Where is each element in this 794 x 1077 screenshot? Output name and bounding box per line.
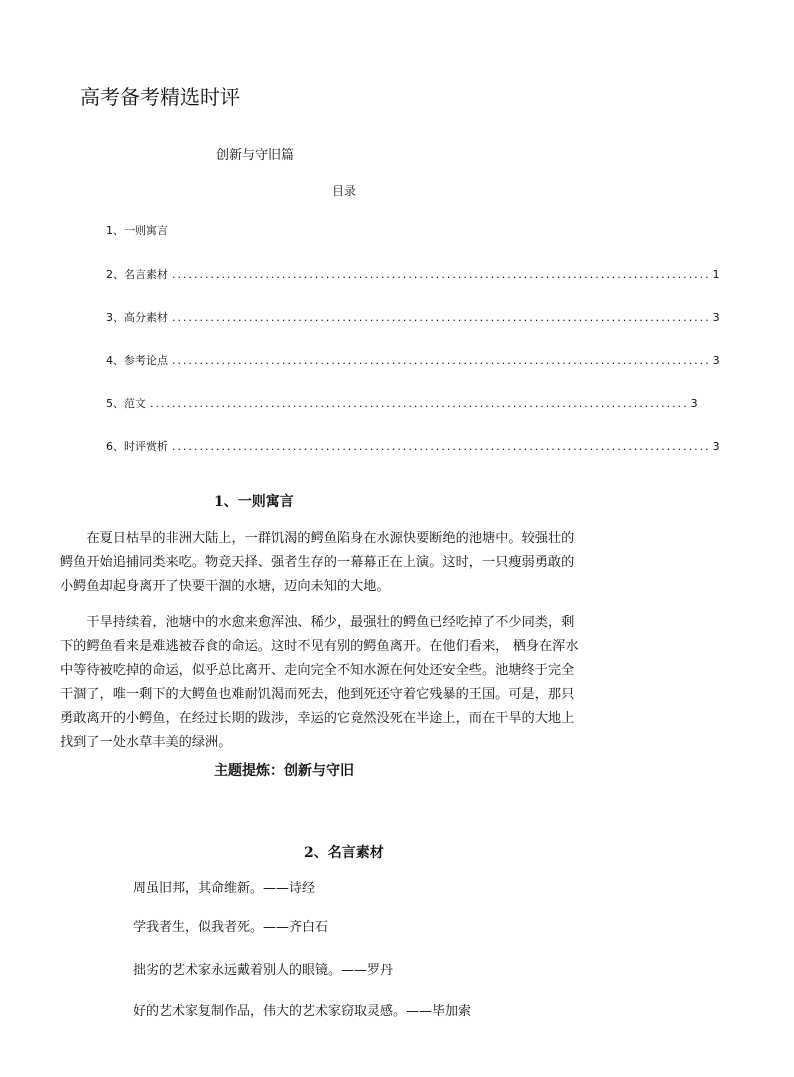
- quote-item: 学我者生，似我者死。——齐白石: [133, 920, 329, 935]
- toc-heading: 目录: [332, 184, 357, 198]
- toc-item: [106, 223, 566, 239]
- toc-item-label: 1、一则寓言: [106, 224, 168, 237]
- quote-item: 拙劣的艺术家永远戴着别人的眼镜。——罗丹: [133, 963, 394, 978]
- quote-item: 好的艺术家复制作品，伟大的艺术家窃取灵感。——毕加索: [133, 1004, 472, 1019]
- toc-item-page: 3: [712, 440, 720, 453]
- toc-leader-dots: ..................................................................................................: [172, 311, 711, 324]
- document-subtitle: 创新与守旧篇: [216, 148, 295, 163]
- toc-item-label: 6、时评赏析: [106, 440, 168, 453]
- section-heading-quotes: 2、名言素材: [304, 845, 384, 861]
- toc-item-page: 3: [712, 311, 720, 324]
- section-heading-fable: 1、一则寓言: [214, 494, 294, 510]
- toc-item: [106, 439, 720, 455]
- toc-item-label: 3、高分素材: [106, 311, 168, 324]
- toc-item-label: 5、范文: [106, 397, 146, 410]
- toc-item-page: 3: [690, 397, 698, 410]
- toc-leader-dots: ..................................................................................................: [172, 354, 711, 367]
- toc-item-label: 4、参考论点: [106, 354, 168, 367]
- theme-statement: 主题提炼：创新与守旧: [214, 763, 354, 779]
- toc-leader-dots: ..................................................................................................: [172, 268, 711, 281]
- toc-item: [106, 310, 720, 326]
- toc-item-label: 2、名言素材: [106, 268, 168, 281]
- document-title: 高考备考精选时评: [80, 85, 240, 109]
- toc-item-page: 3: [712, 354, 720, 367]
- paragraph: 在夏日枯旱的非洲大陆上，一群饥渴的鳄鱼陷身在水源快要断绝的池塘中。较强壮的鳄鱼开始追捕同类来吃。物竞天择、强者生存的一幕幕正在上演。这时，一只瘦弱勇敢的小鳄鱼却起身离开了快要干涸的水塘，迈向未知的大地。: [60, 531, 575, 594]
- toc-item: [106, 267, 720, 283]
- toc-item: [106, 353, 720, 369]
- toc-leader-dots: ..................................................................................................: [150, 397, 689, 410]
- toc-item: [106, 396, 698, 412]
- paragraph: 干旱持续着，池塘中的水愈来愈浑浊、稀少，最强壮的鳄鱼已经吃掉了不少同类，剩下的鳄鱼看来是难逃被吞食的命运。这时不见有别的鳄鱼离开。在他们看来， 栖身在浑水中等待被吃掉的命运，似乎总比离开、走向完全不知水源在何处还安全些。池塘终于完全干涸了，唯一剩下的大鳄鱼也难耐饥渴而死去，他到死还守着它残暴的王国。可是，那只勇敢离开的小鳄鱼，在经过长期的跋涉，幸运的它竟然没死在半途上，而在干旱的大地上找到了一处水草丰美的绿洲。: [60, 615, 579, 750]
- quote-item: 周虽旧邦，其命维新。——诗经: [133, 881, 316, 896]
- toc-leader-dots: ..................................................................................................: [172, 440, 711, 453]
- toc-item-page: 1: [712, 268, 720, 281]
